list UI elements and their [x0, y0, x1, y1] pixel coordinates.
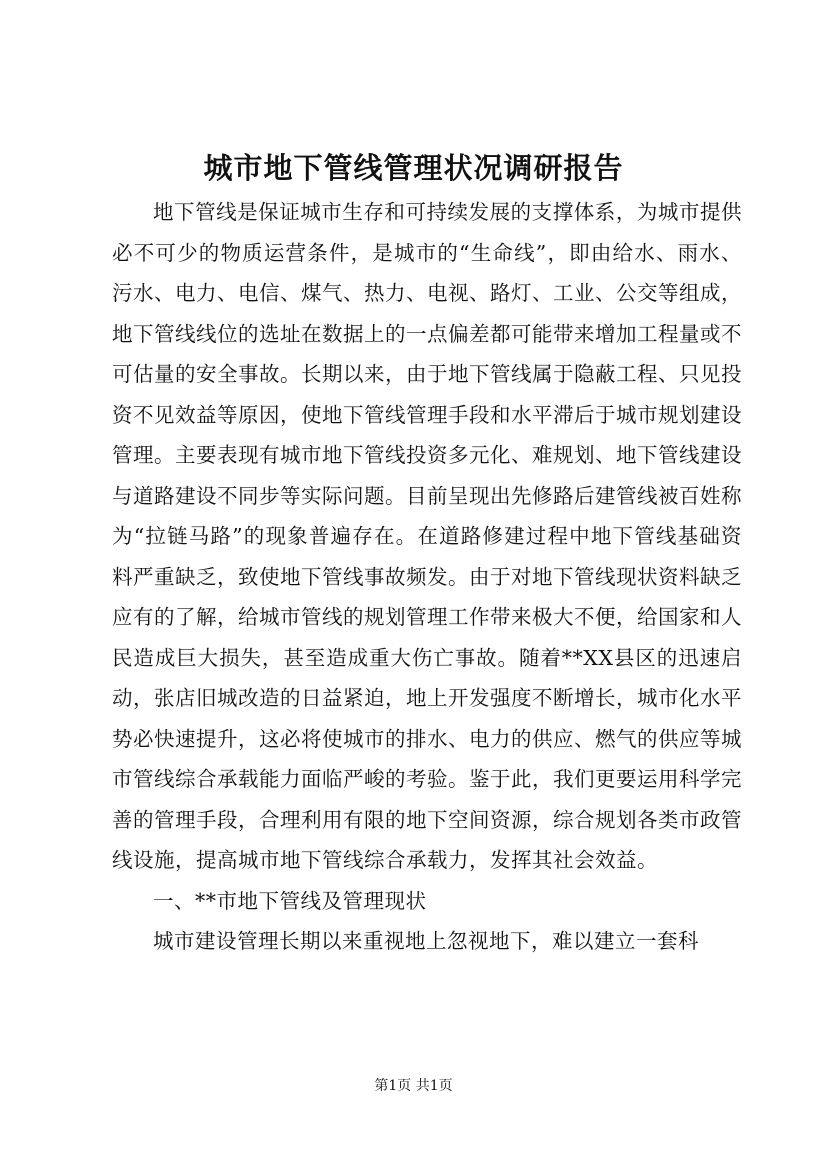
section-heading: 一、**市地下管线及管理现状: [153, 888, 427, 913]
paragraph-section-one: 城市建设管理长期以来重视地上忽视地下，难以建立一套科: [153, 929, 699, 953]
document-body: [112, 192, 742, 962]
paragraph-intro: 地下管线是保证城市生存和可持续发展的支撑体系，为城市提供必不可少的物质运营条件，是城市的“生命线”，即由给水、雨水、污水、电力、电信、煤气、热力、电视、路灯、工业、公交等组成，地下管线线位的选址在数据上的一点偏差都可能带来增加工程量或不可估量的安全事故。长期以来，由于地下管线属于隐蔽工程、只见投资不见效益等原因，使地下管线管理手段和水平滞后于城市规划建设管理。主要表现有城市地下管线投资多元化、难规划、地下管线建设与道路建设不同步等实际问题。目前呈现出先修路后建管线被百姓称为“拉链马路”的现象普遍存在。在道路修建过程中地下管线基础资料严重缺乏，致使地下管线事故频发。由于对地下管线现状资料缺乏应有的了解，给城市管线的规划管理工作带来极大不便，给国家和人民造成巨大损失，甚至造成重大伤亡事故。随着**XX县区的迅速启动，张店旧城改造的日益紧迫，地上开发强度不断增长，城市化水平势必快速提升，这必将使城市的排水、电力的供应、燃气的供应等城市管线综合承载能力面临严峻的考验。鉴于此，我们更要运用科学完善的管理手段，合理利用有限的地下空间资源，综合规划各类市政管线设施，提高城市地下管线综合承载力，发挥其社会效益。: [112, 200, 742, 872]
page-number-footer: 第1页 共1页: [374, 1078, 453, 1094]
document-title: 城市地下管线管理状况调研报告: [203, 151, 624, 185]
